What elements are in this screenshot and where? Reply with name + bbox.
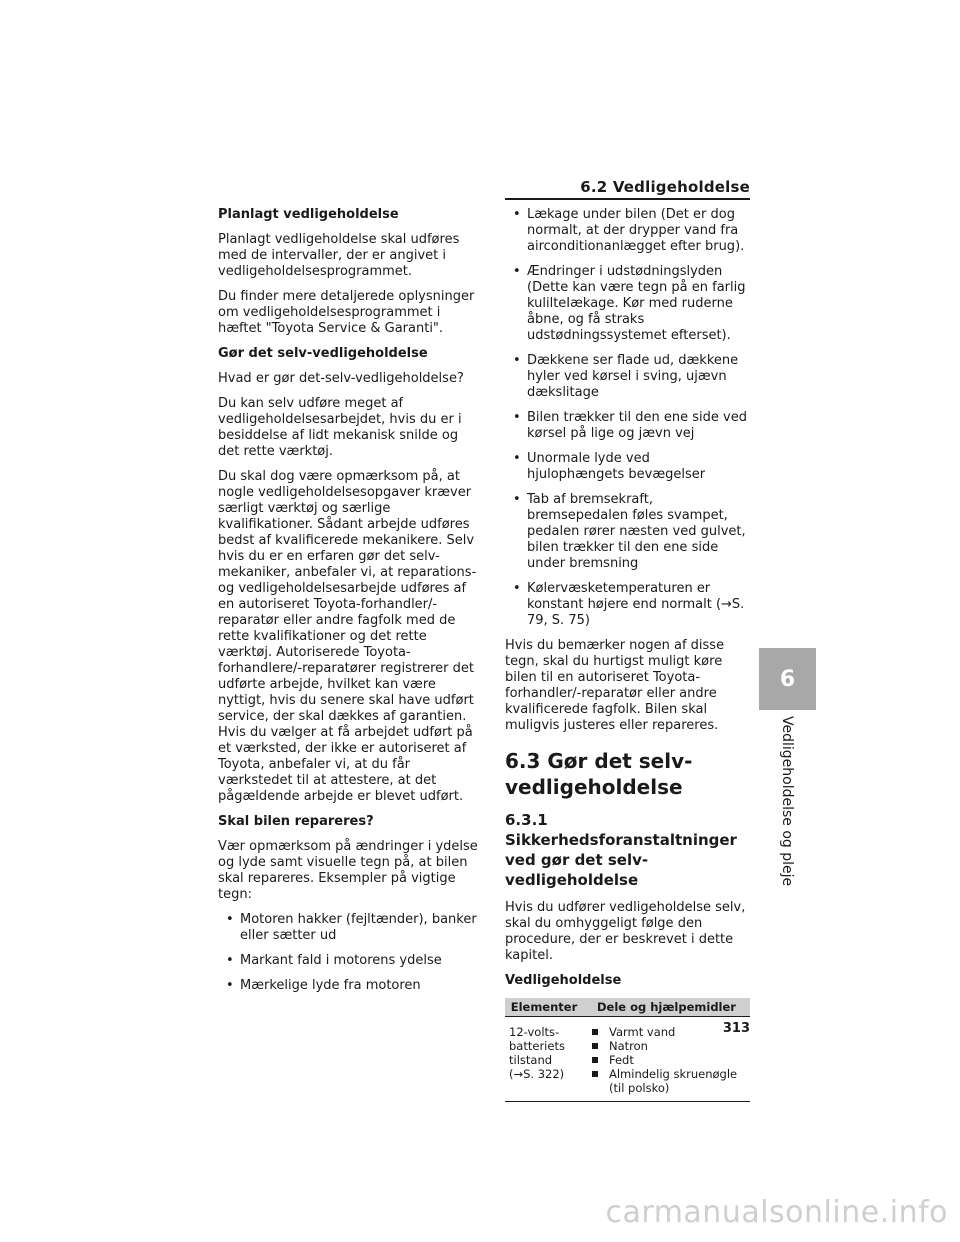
- paragraph: Vær opmærksom på ændringer i ydelse og lyde samt visuelle tegn på, at bilen skal repareres. Eksempler på vigtige tegn:: [218, 839, 478, 902]
- heading-planlagt: Planlagt vedligeholdelse: [218, 207, 399, 222]
- heading-repareres: Skal bilen repareres?: [218, 814, 374, 829]
- table-row: [505, 1017, 750, 1102]
- list-item: • Ændringer i udstødningslyden (Dette kan være tegn på en farlig kulilteIækage. Kør med ruderne åbne, og få straks udstødningssystemet efterset).: [505, 264, 750, 344]
- paragraph: Hvad er gør det-selv-vedligeholdelse?: [218, 371, 464, 386]
- left-column: [218, 207, 480, 1003]
- running-header: 6.2 Vedligeholdelse: [580, 178, 750, 196]
- paragraph: Planlagt vedligeholdelse skal udføres med de intervaller, der er angivet i vedligeholdelsesprogrammet.: [218, 232, 460, 279]
- list-item: • Dækkene ser flade ud, dækkene hyler ved kørsel i sving, ujævn dækslitage: [505, 353, 750, 401]
- paragraph: Du finder mere detaljerede oplysninger om vedligeholdelsesprogrammet i hæftet "Toyota Service & Garanti".: [218, 289, 475, 336]
- header-rule: [505, 198, 750, 200]
- list-item: • Lækage under bilen (Det er dog normalt, at der drypper vand fra airconditionanlægget efter brug).: [505, 207, 750, 255]
- list-item: • Markant fald i motorens ydelse: [218, 953, 480, 969]
- list-item: • Bilen trækker til den ene side ved kørsel på lige og jævn vej: [505, 410, 750, 442]
- chapter-side-title: Vedligeholdelse og pleje: [779, 716, 795, 887]
- subsection-title: 6.3.1 Sikkerhedsforanstaltninger ved gør det selv-vedligeholdelse: [505, 811, 737, 889]
- table-cell-element: 12-volts-batteriets tilstand (→S. 322): [505, 1017, 583, 1102]
- right-column: [505, 207, 750, 1102]
- paragraph: Hvis du bemærker nogen af disse tegn, skal du hurtigst muligt køre bilen til en autoriseret Toyota-forhandler/-reparatør eller andre kvalificerede fagfolk. Bilen skal muligvis justeres eller repareres.: [505, 638, 725, 733]
- list-item: • Motoren hakker (fejltænder), banker eller sætter ud: [218, 912, 480, 944]
- table-header: Elementer: [505, 998, 583, 1017]
- page-number: 313: [722, 1021, 750, 1036]
- bullet-list: [218, 912, 480, 994]
- tool-item: Natron: [587, 1039, 746, 1053]
- tool-item: Varmt vand: [587, 1025, 746, 1039]
- maintenance-table: [505, 998, 750, 1102]
- paragraph: Du skal dog være opmærksom på, at nogle vedligeholdelsesopgaver kræver særligt værktøj og særlige kvalifikationer. Sådant arbejde udføres bedst af kvalificerede mekanikere. Selv hvis du er en erfaren gør det selv-mekaniker, anbefaler vi, at reparations- og vedligeholdelsesarbejde udføres af en autoriseret Toyota-forhandler/-reparatør eller andre fagfolk med de rette kvalifikationer og det rette værktøj. Autoriserede Toyota-forhandlere/-reparatører registrerer det udførte arbejde, hvilket kan være nyttigt, hvis du senere skal have udført service, der skal dækkes af garantien. Hvis du vælger at få arbejdet udført på et værksted, der ikke er autoriseret af Toyota, anbefaler vi, at du får værkstedet til at attestere, at det pågældende arbejde er blevet udført.: [218, 469, 477, 804]
- heading-selv-vedligeholdelse: Gør det selv-vedligeholdelse: [218, 346, 428, 361]
- paragraph: Hvis du udfører vedligeholdelse selv, skal du omhyggeligt følge den procedure, der er beskrevet i dette kapitel.: [505, 900, 746, 963]
- list-item: • Unormale lyde ved hjulophængets bevægelser: [505, 451, 750, 483]
- tool-item: Almindelig skruenøgle (til polsko): [587, 1067, 746, 1095]
- section-title: 6.3 Gør det selv-vedligeholdelse: [505, 749, 693, 799]
- paragraph: Du kan selv udføre meget af vedligeholdelsesarbejdet, hvis du er i besiddelse af lidt mekanisk snilde og det rette værktøj.: [218, 396, 462, 459]
- list-item: • Mærkelige lyde fra motoren: [218, 978, 480, 994]
- chapter-tab: 6: [759, 648, 816, 710]
- watermark: carmanualsonline.info: [605, 1195, 948, 1230]
- list-item: • Tab af bremsekraft, bremsepedalen føles svampet, pedalen rører næsten ved gulvet, bilen trækker til den ene side under bremsning: [505, 492, 750, 572]
- bullet-list: [505, 207, 750, 629]
- list-item: • Kølervæsketemperaturen er konstant højere end normalt (→S. 79, S. 75): [505, 581, 750, 629]
- tool-item: Fedt: [587, 1053, 746, 1067]
- table-header: Dele og hjælpemidler: [583, 998, 750, 1017]
- table-title: Vedligeholdelse: [505, 973, 622, 988]
